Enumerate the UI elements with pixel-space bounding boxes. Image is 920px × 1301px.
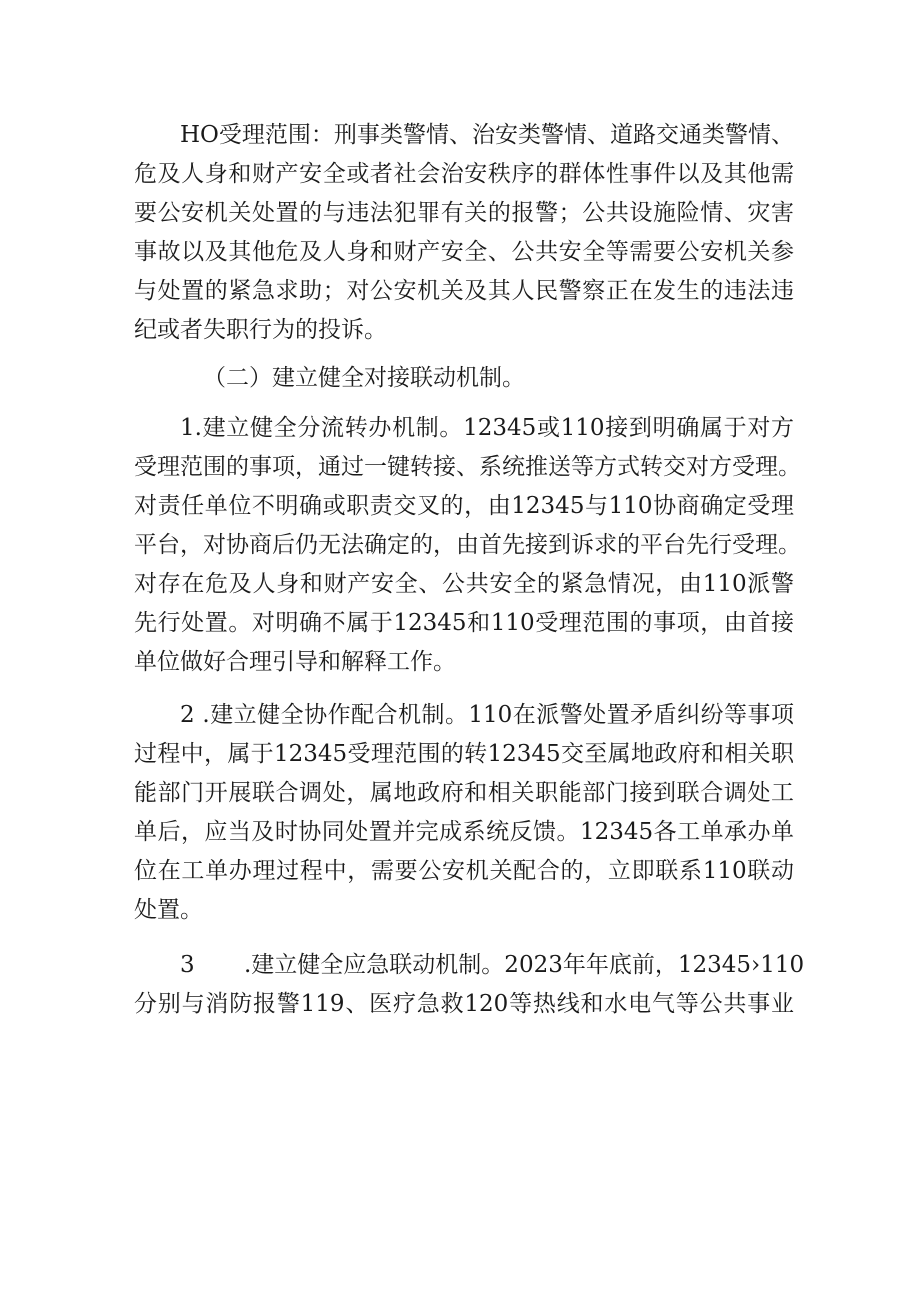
paragraph-line: 纪或者失职行为的投诉。 (134, 317, 387, 343)
section-heading: （二）建立健全对接联动机制。 (203, 365, 525, 391)
paragraph-line: 单后，应当及时协同处置并完成系统反馈。12345各工单承办单 (134, 819, 794, 845)
paragraph-line: 对存在危及人身和财产安全、公共安全的紧急情况，由110派警 (134, 571, 794, 597)
paragraph-line: 受理范围的事项，通过一键转接、系统推送等方式转交对方受理。 (134, 454, 801, 480)
paragraph-line: 危及人身和财产安全或者社会治安秩序的群体性事件以及其他需 (134, 161, 794, 187)
paragraph-line: 事故以及其他危及人身和财产安全、公共安全等需要公安机关参 (134, 239, 794, 265)
paragraph-line: 要公安机关处置的与违法犯罪有关的报警；公共设施险情、灾害 (134, 200, 794, 226)
paragraph-line: 分别与消防报警119、医疗急救120等热线和水电气等公共事业 (134, 991, 794, 1017)
paragraph-line: .建立健全应急联动机制。2023年年底前，12345›110 (244, 952, 805, 978)
paragraph-line: 先行处置。对明确不属于12345和110受理范围的事项，由首接 (134, 610, 794, 636)
paragraph-line: 单位做好合理引导和解释工作。 (134, 649, 456, 675)
paragraph-line: 对责任单位不明确或职责交叉的，由12345与110协商确定受理 (134, 493, 794, 519)
item-number: 3 (180, 952, 195, 978)
paragraph-line: HO受理范围：刑事类警情、治安类警情、道路交通类警情、 (180, 122, 794, 148)
paragraph-line: 2 .建立健全协作配合机制。110在派警处置矛盾纠纷等事项 (180, 702, 794, 728)
paragraph-line: 处置。 (134, 897, 203, 923)
paragraph-line: 1.建立健全分流转办机制。12345或110接到明确属于对方 (180, 415, 794, 441)
paragraph-line: 过程中，属于12345受理范围的转12345交至属地政府和相关职 (134, 741, 794, 767)
paragraph-line: 与处置的紧急求助；对公安机关及其人民警察正在发生的违法违 (134, 278, 794, 304)
paragraph-line: 平台，对协商后仍无法确定的，由首先接到诉求的平台先行受理。 (134, 532, 801, 558)
paragraph-line: 能部门开展联合调处，属地政府和相关职能部门接到联合调处工 (134, 780, 794, 806)
paragraph-line: 位在工单办理过程中，需要公安机关配合的，立即联系110联动 (134, 858, 794, 884)
